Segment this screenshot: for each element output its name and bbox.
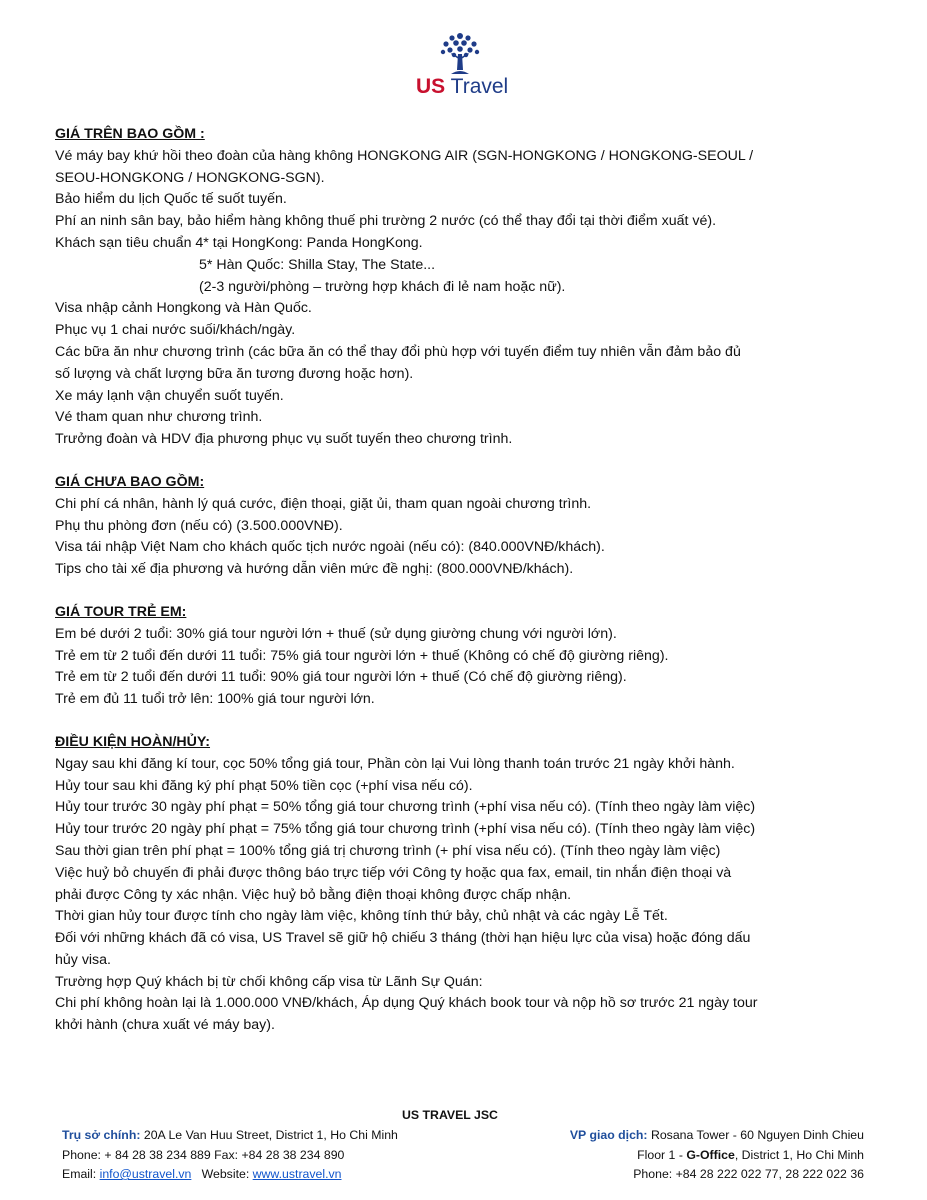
logo-travel: Travel	[450, 75, 509, 98]
excluded-line: Visa tái nhập Việt Nam cho khách quốc tịch nước ngoài (nếu có): (840.000VNĐ/khách).	[55, 539, 605, 556]
office-floor-bold: G-Office	[686, 1147, 735, 1162]
office-label: VP giao dịch:	[569, 1128, 648, 1142]
excluded-line: Phụ thu phòng đơn (nếu có) (3.500.000VNĐ).	[55, 517, 343, 534]
document-body	[55, 124, 885, 1037]
footer-company-name: US TRAVEL JSC	[402, 1108, 498, 1122]
hq-phone-fax: Phone: + 84 28 38 234 889 Fax: +84 28 38 234 890	[62, 1147, 345, 1162]
children-line: Trẻ em từ 2 tuổi đến dưới 11 tuổi: 75% giá tour người lớn + thuế (Không có chế độ giường riêng).	[55, 647, 669, 664]
children-line: Em bé dưới 2 tuổi: 30% giá tour người lớn + thuế (sử dụng giường chung với người lớn).	[55, 625, 617, 642]
excluded-line: Chi phí cá nhân, hành lý quá cước, điện thoại, giặt ủi, tham quan ngoài chương trình.	[55, 495, 592, 512]
office-address: Rosana Tower - 60 Nguyen Dinh Chieu	[647, 1128, 864, 1142]
section-title-children: GIÁ TOUR TRẺ EM:	[55, 603, 187, 620]
office-floor-post: , District 1, Ho Chi Minh	[734, 1147, 864, 1162]
cancellation-line: Ngay sau khi đăng kí tour, cọc 50% tổng giá tour, Phần còn lại Vui lòng thanh toán trước 21 ngày khởi hành.	[55, 755, 735, 772]
hq-label: Trụ sở chính:	[62, 1128, 141, 1142]
logo-wordmark	[416, 76, 526, 98]
office-phone: Phone: +84 28 222 022 77, 28 222 022 36	[633, 1167, 864, 1181]
tree-logo-icon	[438, 30, 482, 76]
office-floor-line	[570, 1146, 864, 1166]
website-link[interactable]: www.ustravel.vn	[252, 1167, 342, 1181]
us-travel-logo	[410, 30, 520, 100]
included-line: Phục vụ 1 chai nước suối/khách/ngày.	[55, 322, 296, 339]
included-line: Khách sạn tiêu chuẩn 4* tại HongKong: Panda HongKong.	[55, 234, 423, 251]
included-line: Các bữa ăn như chương trình (các bữa ăn có thể thay đổi phù hợp với tuyến điểm tuy nhiên vẫn đảm bảo đủ	[55, 343, 741, 360]
children-line: Trẻ em từ 2 tuổi đến dưới 11 tuổi: 90% giá tour người lớn + thuế (Có chế độ giường riêng).	[55, 669, 627, 686]
included-line: (2-3 người/phòng – trường hợp khách đi lẻ nam hoặc nữ).	[199, 278, 566, 295]
hq-address-line	[62, 1126, 398, 1146]
included-line: Visa nhập cảnh Hongkong và Hàn Quốc.	[55, 300, 312, 317]
included-line: Xe máy lạnh vận chuyển suốt tuyến.	[55, 387, 284, 404]
cancellation-line: Chi phí không hoàn lại là 1.000.000 VNĐ/khách, Áp dụng Quý khách book tour và nộp hồ sơ trước 21 ngày tour	[55, 995, 758, 1012]
included-line: Bảo hiểm du lịch Quốc tế suốt tuyến.	[55, 191, 287, 208]
cancellation-line: Hủy tour trước 30 ngày phí phạt = 50% tổng giá tour chương trình (+phí visa nếu có). (Tính theo ngày làm việc)	[55, 799, 756, 816]
included-line: Vé tham quan như chương trình.	[55, 409, 263, 426]
footer-headquarters	[62, 1126, 398, 1185]
email-label: Email:	[62, 1167, 100, 1181]
office-address-line	[570, 1126, 864, 1146]
included-line: số lượng và chất lượng bữa ăn tương đương hoặc hơn).	[55, 365, 414, 382]
section-title-included: GIÁ TRÊN BAO GỒM :	[55, 126, 205, 142]
cancellation-line: Hủy tour sau khi đăng ký phí phạt 50% tiền cọc (+phí visa nếu có).	[55, 777, 473, 794]
excluded-line: Tips cho tài xế địa phương và hướng dẫn viên mức đề nghị: (800.000VNĐ/khách).	[55, 561, 574, 578]
cancellation-line: Đối với những khách đã có visa, US Travel sẽ giữ hộ chiếu 3 tháng (thời hạn hiệu lực của visa) hoặc đóng dấu	[55, 930, 751, 947]
footer-office	[570, 1126, 864, 1185]
cancellation-line: Trường hợp Quý khách bị từ chối không cấp visa từ Lãnh Sự Quán:	[55, 973, 483, 990]
children-line: Trẻ em đủ 11 tuổi trở lên: 100% giá tour người lớn.	[55, 691, 375, 708]
cancellation-line: khởi hành (chưa xuất vé máy bay).	[55, 1017, 275, 1034]
office-floor-pre: Floor 1 -	[637, 1147, 687, 1162]
included-line: Vé máy bay khứ hồi theo đoàn của hàng không HONGKONG AIR (SGN-HONGKONG / HONGKONG-SEOUL /	[55, 147, 754, 164]
included-line: Phí an ninh sân bay, bảo hiểm hàng không thuế phi trường 2 nước (có thể thay đổi tại thời điểm xuất vé).	[55, 213, 717, 230]
cancellation-line: phải được Công ty xác nhận. Việc huỷ bỏ bằng điện thoại không được chấp nhận.	[55, 886, 572, 903]
page-footer	[0, 1106, 927, 1200]
section-title-excluded: GIÁ CHƯA BAO GỒM:	[55, 473, 205, 490]
logo-us: US	[416, 75, 446, 98]
included-line: Trưởng đoàn và HDV địa phương phục vụ suốt tuyến theo chương trình.	[55, 431, 513, 448]
email-link[interactable]: info@ustravel.vn	[99, 1167, 192, 1181]
cancellation-line: hủy visa.	[55, 951, 111, 968]
cancellation-line: Sau thời gian trên phí phạt = 100% tổng giá trị chương trình (+ phí visa nếu có). (Tính theo ngày làm việc)	[55, 842, 721, 859]
cancellation-line: Hủy tour trước 20 ngày phí phạt = 75% tổng giá tour chương trình (+phí visa nếu có). (Tính theo ngày làm việc)	[55, 821, 756, 838]
cancellation-line: Thời gian hủy tour được tính cho ngày làm việc, không tính thứ bảy, chủ nhật và các ngày Lễ Tết.	[55, 908, 668, 925]
website-label: Website:	[191, 1167, 253, 1181]
hq-address: 20A Le Van Huu Street, District 1, Ho Chi Minh	[140, 1128, 398, 1142]
section-title-cancellation: ĐIỀU KIỆN HOÀN/HỦY:	[55, 733, 211, 750]
cancellation-line: Việc huỷ bỏ chuyến đi phải được thông báo trực tiếp với Công ty hoặc qua fax, email, tin nhắn điện thoại và	[55, 864, 732, 881]
included-line: SEOU-HONGKONG / HONGKONG-SGN).	[55, 169, 325, 186]
contact-line	[62, 1165, 398, 1185]
included-line: 5* Hàn Quốc: Shilla Stay, The State...	[199, 256, 436, 273]
